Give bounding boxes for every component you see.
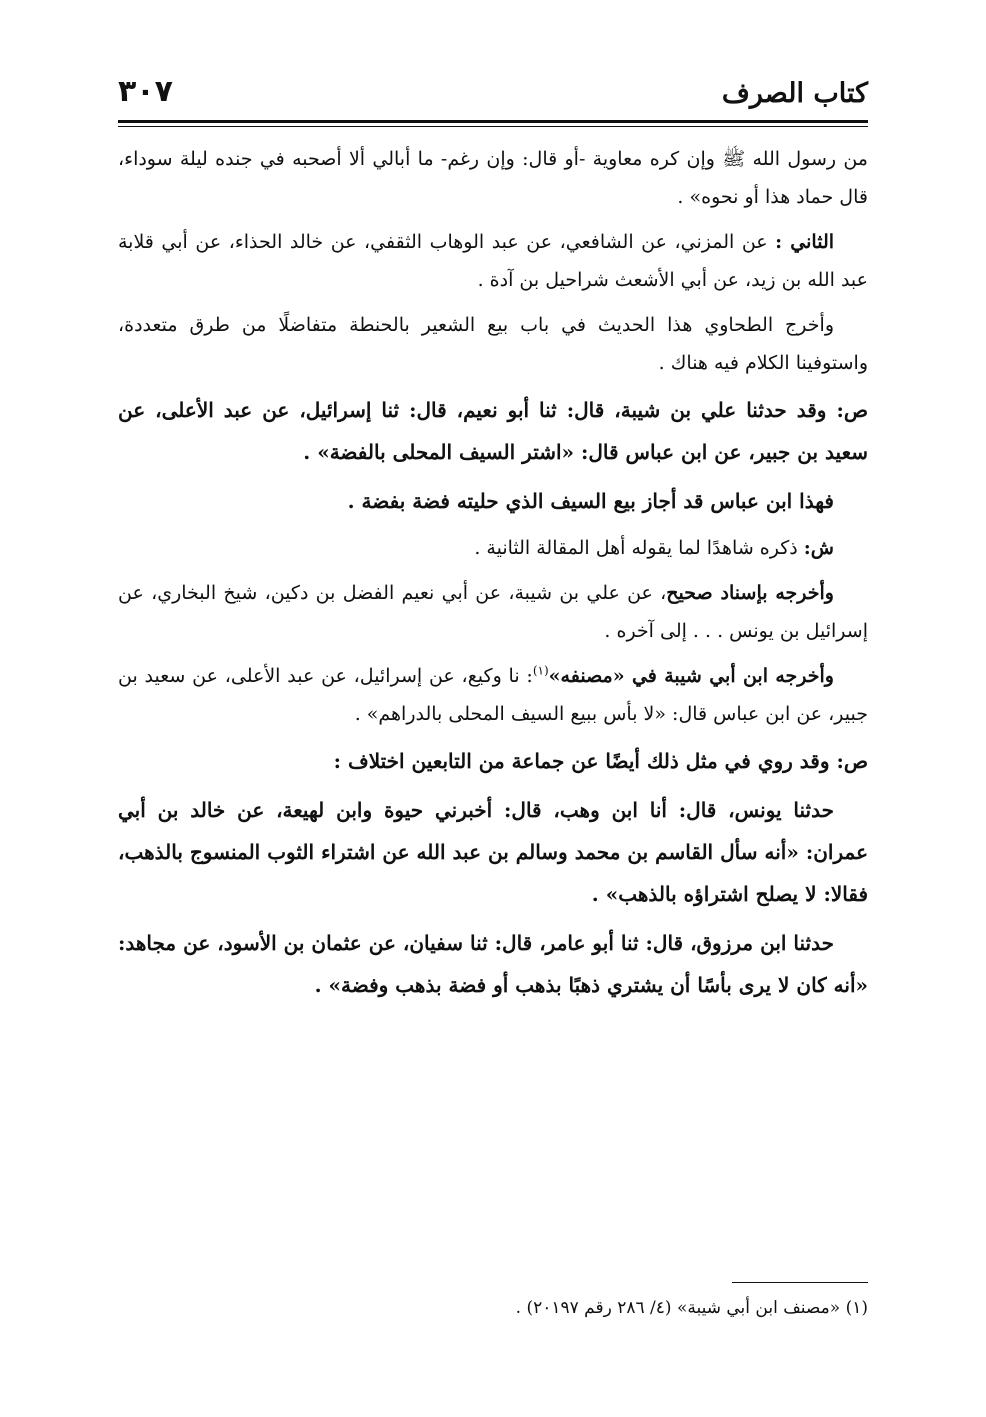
header-rule-thick xyxy=(118,120,868,123)
matn-paragraph: ص: وقد روي في مثل ذلك أيضًا عن جماعة من التابعين اختلاف : xyxy=(333,749,868,773)
paragraph: ش: ذكره شاهدًا لما يقوله أهل المقالة الثانية . xyxy=(474,537,834,559)
paragraph: وأخرج الطحاوي هذا الحديث في باب بيع الشعير بالحنطة متفاضلًا من طرق متعددة، واستوفينا الكلام فيه هناك . xyxy=(118,314,868,374)
matn-paragraph: فهذا ابن عباس قد أجاز بيع السيف الذي حليته فضة بفضة . xyxy=(347,489,834,513)
page-header xyxy=(118,70,868,120)
matn-paragraph: ص: وقد حدثنا علي بن شيبة، قال: ثنا أبو نعيم، قال: ثنا إسرائيل، عن عبد الأعلى، عن سعيد بن جبير، عن ابن عباس قال: «اشتر السيف المحلى بالفضة» . xyxy=(118,398,868,464)
matn-paragraph: حدثنا ابن مرزوق، قال: ثنا أبو عامر، قال: ثنا سفيان، عن عثمان بن الأسود، عن مجاهد: «أنه كان لا يرى بأسًا أن يشتري ذهبًا بذهب أو فضة بذهب وفضة» . xyxy=(118,931,868,997)
footnote: (١) «مصنف ابن أبي شيبة» (٤/ ٢٨٦ رقم ٢٠١٩٧) . xyxy=(515,1298,868,1318)
footnote-separator xyxy=(732,1282,868,1283)
paragraph: وأخرجه بإسناد صحيح، عن علي بن شيبة، عن أبي نعيم الفضل بن دكين، شيخ البخاري، عن إسرائيل بن يونس . . . إلى آخره . xyxy=(118,582,868,642)
header-rule-thin xyxy=(118,126,868,127)
page-number: ٣٠٧ xyxy=(118,74,173,109)
paragraph: وأخرجه ابن أبي شيبة في «مصنفه»$^{(١)}$: نا وكيع، عن إسرائيل، عن عبد الأعلى، عن سعيد بن جبير، عن ابن عباس قال: «لا بأس ببيع السيف المحلى بالدراهم» . xyxy=(118,663,868,725)
matn-paragraph: حدثنا يونس، قال: أنا ابن وهب، قال: أخبرني حيوة وابن لهيعة، عن خالد بن أبي عمران: «أنه سأل القاسم بن محمد وسالم بن عبد الله عن اشتراء الثوب المنسوج بالذهب، فقالا: لا يصلح اشتراؤه بالذهب» . xyxy=(118,798,868,906)
main-text xyxy=(118,140,868,1013)
footnote-marker: (١) xyxy=(532,663,549,678)
chapter-title: كتاب الصرف xyxy=(721,78,868,109)
paragraph: من رسول الله ﷺ وإن كره معاوية -أو قال: وإن رغم- ما أبالي ألا أصحبه في جنده ليلة سوداء، قال حماد هذا أو نحوه» . xyxy=(118,148,868,208)
paragraph: الثاني : عن المزني، عن الشافعي، عن عبد الوهاب الثقفي، عن خالد الحذاء، عن أبي قلابة عبد الله بن زيد، عن أبي الأشعث شراحيل بن آدة . xyxy=(118,231,868,291)
